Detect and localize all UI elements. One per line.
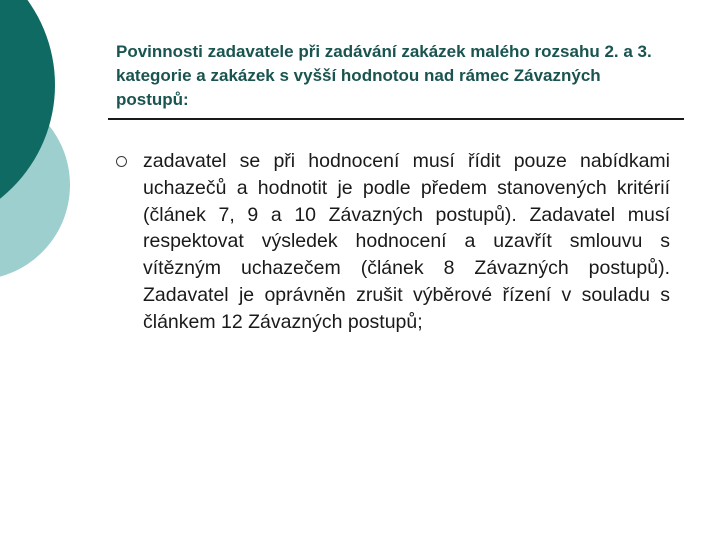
title-divider (108, 118, 684, 120)
slide-title: Povinnosti zadavatele při zadávání zakázek malého rozsahu 2. a 3. kategorie a zakázek s vyšší hodnotou nad rámec Závazných postupů: (116, 42, 652, 109)
hollow-circle-bullet-icon (116, 156, 127, 167)
bullet-item (116, 148, 672, 336)
bullet-text: zadavatel se při hodnocení musí řídit pouze nabídkami uchazečů a hodnotit je podle předem stanovených kritérií (článek 7, 9 a 10 Závazných postupů). Zadavatel musí respektovat výsledek hodnocení a uzavřít smlouvu s vítězným uchazečem (článek 8 Závazných postupů). Zadavatel je oprávněn zrušit výběrové řízení v souladu s článkem 12 Závazných postupů; (143, 150, 670, 333)
